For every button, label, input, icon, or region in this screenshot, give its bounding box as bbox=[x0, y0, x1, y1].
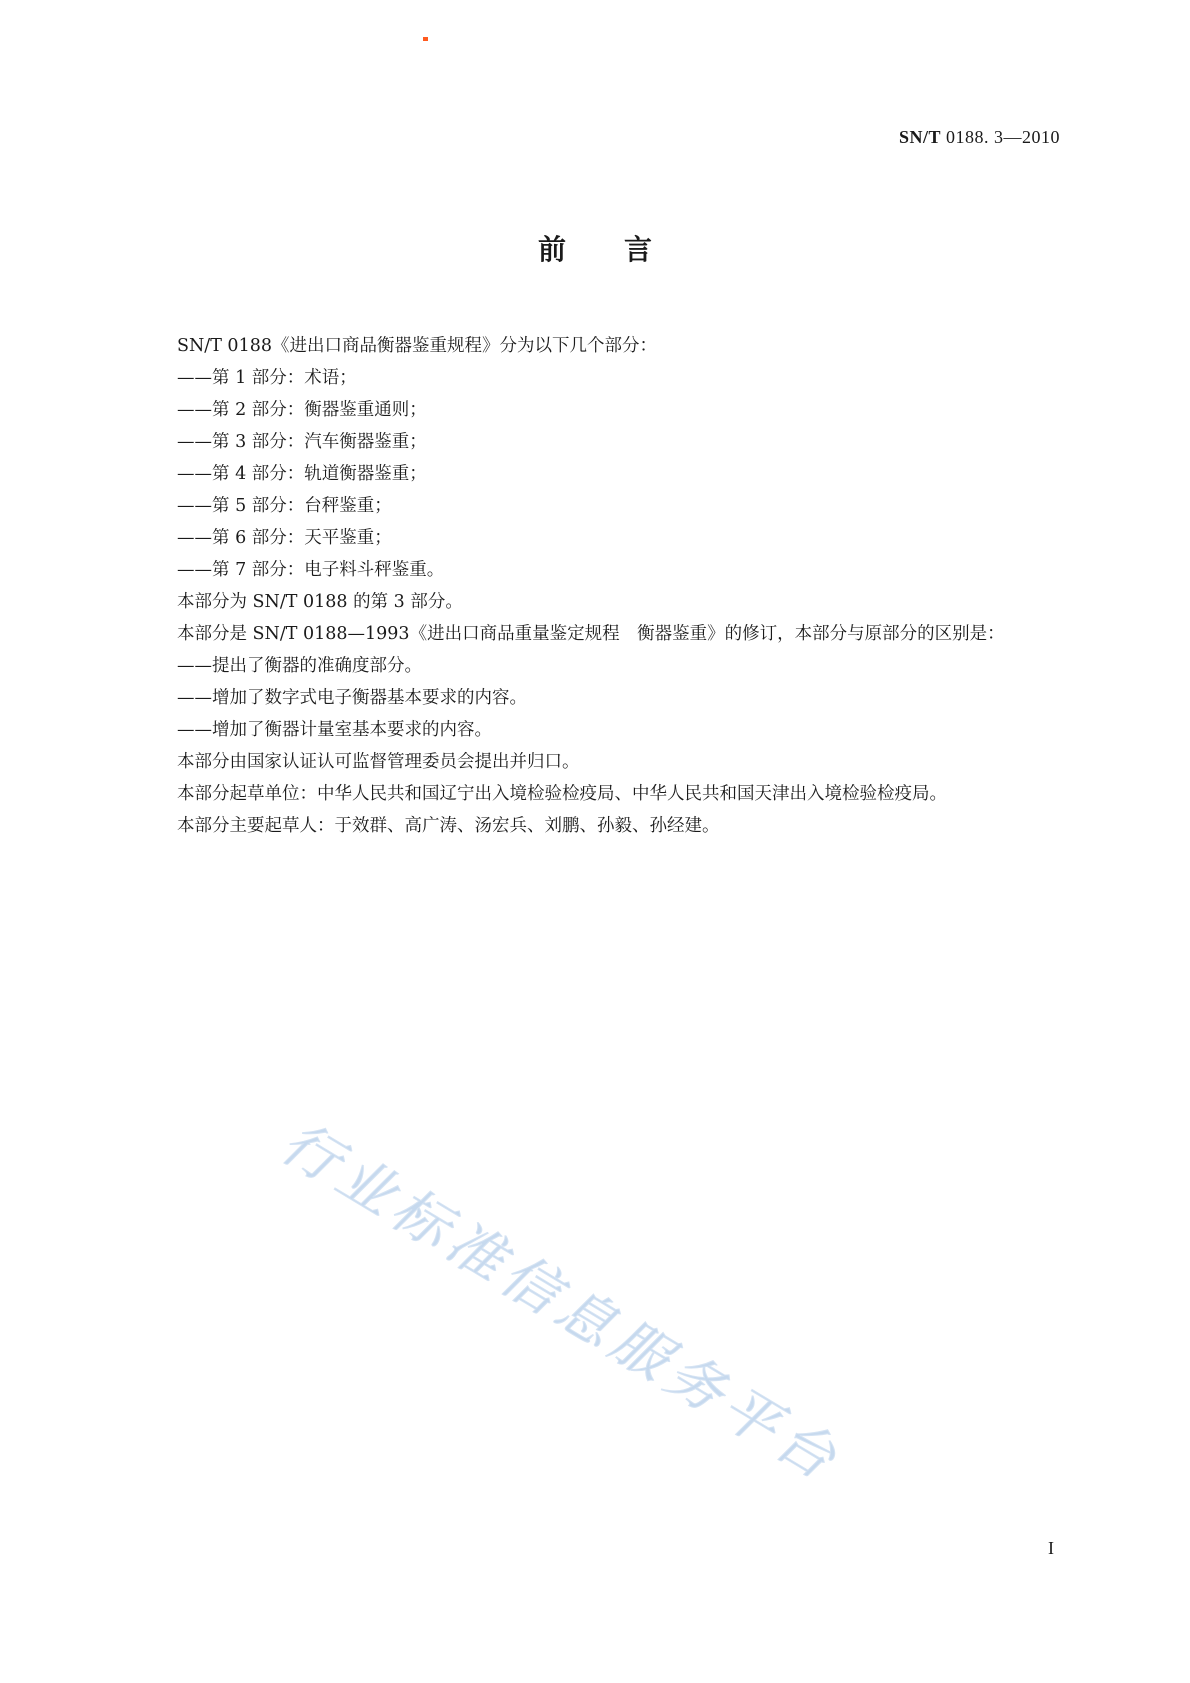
watermark: 行业标准信息服务平台 bbox=[270, 1110, 853, 1496]
list-item: ——提出了衡器的准确度部分。 bbox=[177, 656, 422, 676]
parts-list bbox=[134, 362, 1064, 586]
list-item: ——第 3 部分：汽车衡器鉴重； bbox=[177, 432, 427, 452]
list-item: ——增加了数字式电子衡器基本要求的内容。 bbox=[177, 688, 527, 708]
list-item: ——第 2 部分：衡器鉴重通则； bbox=[177, 400, 427, 420]
list-item: ——增加了衡器计量室基本要求的内容。 bbox=[177, 720, 492, 740]
standard-number: 0188. 3—2010 bbox=[946, 127, 1060, 147]
standard-prefix: SN/T bbox=[898, 127, 941, 147]
foreword-body bbox=[134, 330, 1064, 842]
intro-paragraph: SN/T 0188《进出口商品衡器鉴重规程》分为以下几个部分： bbox=[177, 336, 657, 356]
list-item: ——第 4 部分：轨道衡器鉴重； bbox=[177, 464, 427, 484]
list-item: ——第 1 部分：术语； bbox=[177, 368, 357, 388]
proposer-paragraph: 本部分由国家认证认可监督管理委员会提出并归口。 bbox=[177, 752, 580, 772]
list-item: ——第 5 部分：台秤鉴重； bbox=[177, 496, 392, 516]
this-part-paragraph: 本部分为 SN/T 0188 的第 3 部分。 bbox=[177, 592, 463, 612]
list-item: ——第 6 部分：天平鉴重； bbox=[177, 528, 392, 548]
page-number: I bbox=[1048, 1538, 1054, 1558]
scan-mark bbox=[423, 37, 428, 41]
changes-list bbox=[134, 650, 1064, 746]
drafters-paragraph: 本部分主要起草人：于效群、高广涛、汤宏兵、刘鹏、孙毅、孙经建。 bbox=[177, 816, 720, 836]
drafting-units-paragraph: 本部分起草单位：中华人民共和国辽宁出入境检验检疫局、中华人民共和国天津出入境检验检疫局。 bbox=[177, 784, 947, 804]
page-title: 前言 bbox=[537, 233, 710, 266]
standard-code bbox=[899, 127, 1060, 148]
list-item: ——第 7 部分：电子料斗秤鉴重。 bbox=[177, 560, 445, 580]
revision-paragraph: 本部分是 SN/T 0188—1993《进出口商品重量鉴定规程 衡器鉴重》的修订，本部分与原部分的区别是： bbox=[177, 624, 1005, 644]
